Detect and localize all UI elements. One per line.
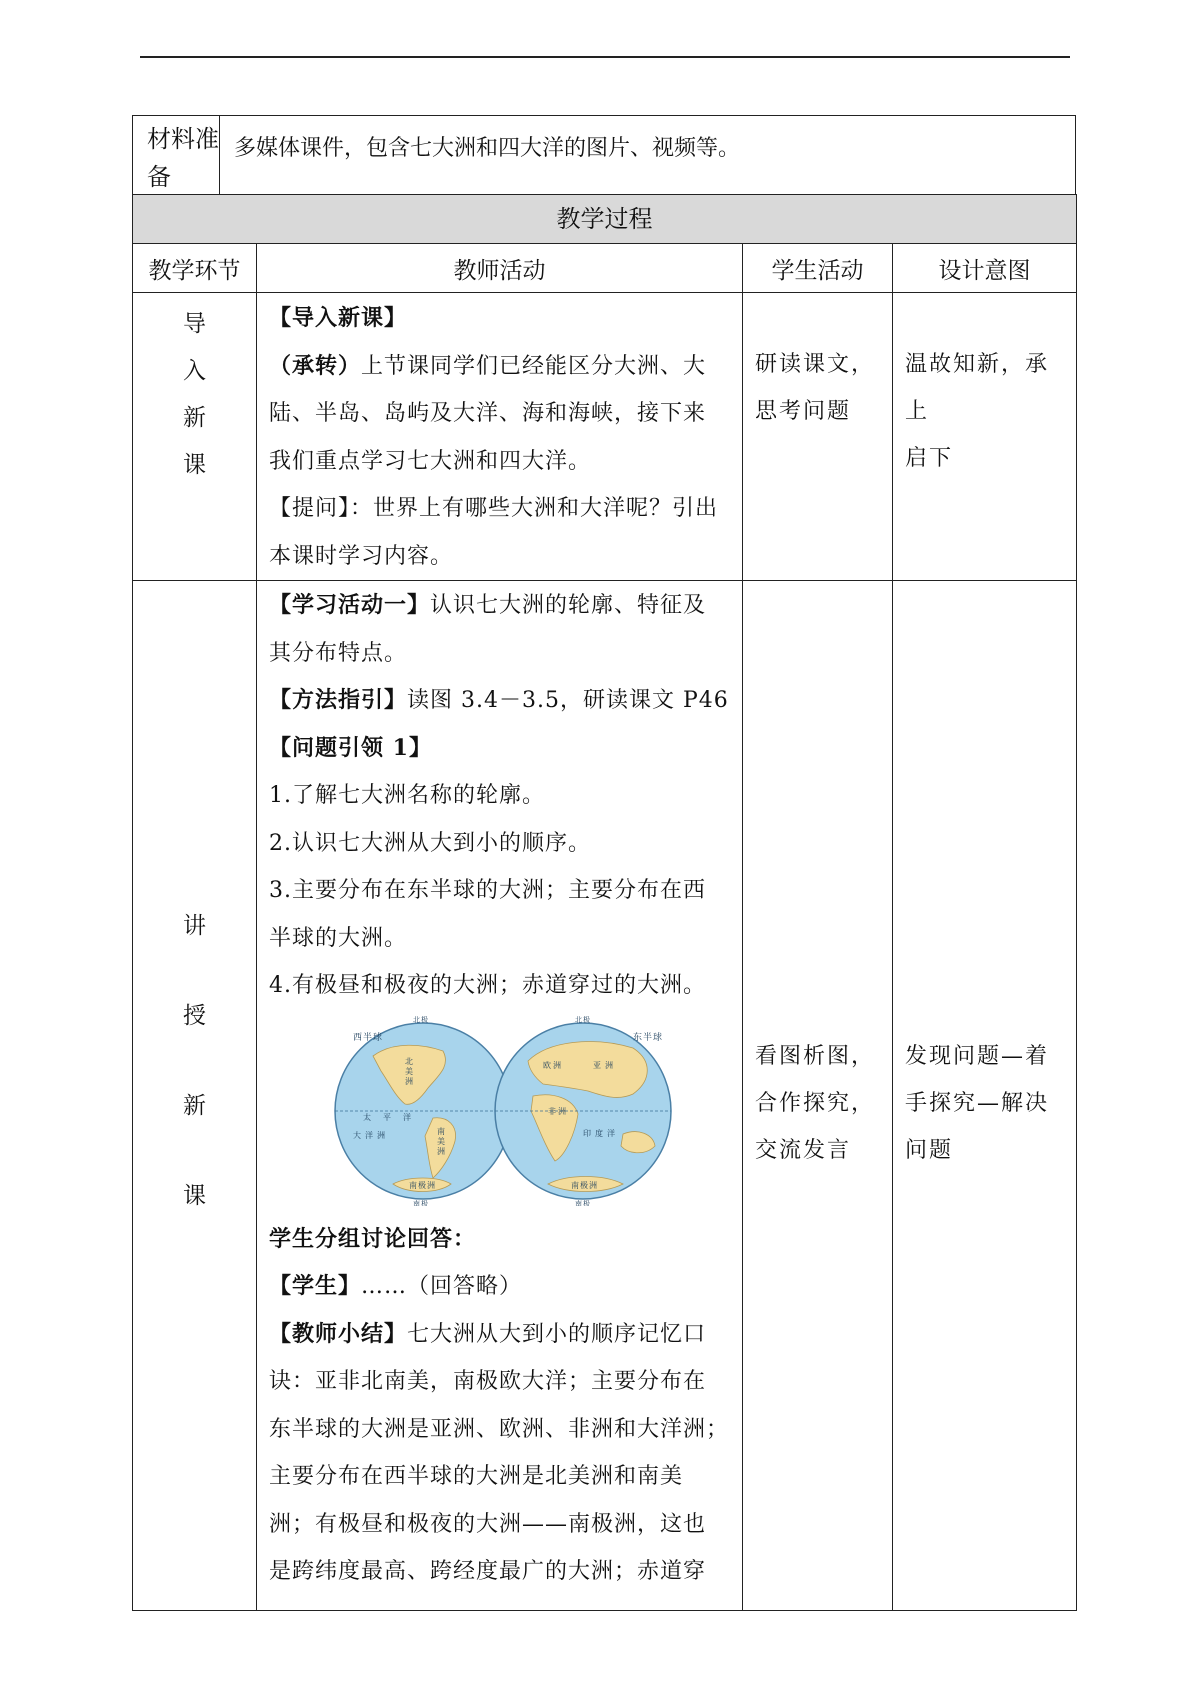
map-label-east: 欧 (543, 1060, 552, 1070)
text-line (269, 630, 732, 678)
map-label-east: 印 (583, 1128, 592, 1138)
map-label-west: 大 (353, 1130, 362, 1140)
lecture-stage-char: 授 (183, 1003, 206, 1029)
lecture-stage-char: 讲 (183, 913, 206, 939)
south-pole-label: 南极 (413, 1199, 429, 1206)
east-hemisphere-label: 东半球 (633, 1032, 664, 1043)
intro-student-activity (743, 293, 893, 581)
text-line (269, 390, 732, 438)
west-hemisphere-label: 西半球 (353, 1032, 384, 1043)
bold-text: 【教师小结】 (269, 1320, 408, 1347)
map-label-east: 洲 (605, 1060, 614, 1070)
student-line: 研读课文， (755, 352, 876, 377)
map-label-west: 美 (437, 1136, 446, 1146)
text-line (269, 725, 732, 773)
line-text: 陆、半岛、岛屿及大洋、海和海峡，接下来 (269, 401, 707, 426)
north-pole-label: 北极 (413, 1015, 429, 1024)
text-line (269, 867, 732, 915)
materials-label: 材料准备 (133, 116, 220, 213)
lecture-student-activity (743, 581, 893, 1611)
bold-text: 【问题引领 1】 (269, 734, 432, 761)
line-text: 3.主要分布在东半球的大洲；主要分布在西 (269, 878, 706, 903)
map-label-east: 洋 (607, 1128, 616, 1138)
intro-teacher-activity (257, 293, 743, 581)
text-line (269, 772, 732, 820)
line-text: ……（回答略） (361, 1274, 523, 1299)
lecture-stage-char: 课 (183, 1183, 206, 1209)
header-rule (140, 56, 1070, 58)
text-line (269, 1406, 732, 1454)
bold-text: （承转） (269, 352, 362, 379)
text-line (269, 915, 732, 963)
line-text: 半球的大洲。 (269, 925, 408, 951)
text-line (269, 582, 732, 630)
map-label-east: 洲 (558, 1106, 567, 1116)
map-label-east: 度 (595, 1128, 604, 1138)
map-label-west: 北 (405, 1056, 414, 1066)
text-line (269, 485, 732, 533)
text-line (269, 1263, 732, 1311)
line-text: 其分布特点。 (269, 640, 408, 666)
header-student: 学生活动 (743, 244, 893, 293)
bold-text: 【学生】 (269, 1273, 362, 1299)
line-text: 认识七大洲的轮廓、特征及 (430, 593, 707, 618)
text-line (269, 1311, 732, 1359)
header-teacher: 教师活动 (257, 244, 743, 293)
text-line (269, 1501, 732, 1549)
bold-text: 【导入新课】 (269, 305, 408, 331)
bold-text: 学生分组讨论回答： (269, 1225, 477, 1252)
line-text: 是跨纬度最高、跨经度最广的大洲；赤道穿 (269, 1559, 707, 1584)
line-text: 我们重点学习七大洲和四大洋。 (269, 448, 592, 474)
intro-stage (133, 293, 257, 581)
line-text: 2.认识七大洲从大到小的顺序。 (269, 830, 591, 856)
intro-stage-char: 导 (183, 311, 206, 337)
intro-stage-char: 课 (183, 452, 206, 478)
text-line (269, 438, 732, 486)
north-pole-label: 北极 (575, 1015, 591, 1024)
line-text: 七大洲从大到小的顺序记忆口 (407, 1321, 707, 1347)
map-label-west: 太 (363, 1112, 372, 1122)
line-text: 洲；有极昼和极夜的大洲——南极洲，这也 (269, 1511, 707, 1537)
map-label-west: 洲 (377, 1130, 386, 1140)
text-line (269, 343, 732, 391)
text-line (269, 1453, 732, 1501)
line-text: 上节课同学们已经能区分大洲、大 (361, 353, 707, 379)
line-text: 1.了解七大洲名称的轮廓。 (269, 783, 545, 808)
map-label-east: 非 (548, 1106, 557, 1116)
line-text: 东半球的大洲是亚洲、欧洲、非洲和大洋洲； (269, 1416, 730, 1442)
text-line (269, 962, 732, 1010)
world-map-figure (269, 1010, 732, 1216)
bold-text: 【学习活动一】 (269, 592, 431, 618)
south-pole-label: 南极 (575, 1199, 591, 1206)
map-label-west: 洋 (403, 1112, 412, 1122)
map-label-west: 南 (437, 1126, 446, 1136)
process-title: 教学过程 (133, 195, 1077, 244)
intent-line: 温故知新，承上 (905, 352, 1050, 424)
map-label-east: 亚 (593, 1060, 602, 1070)
intent-line: 问题 (905, 1138, 954, 1163)
text-line (269, 533, 732, 581)
line-text: 本课时学习内容。 (269, 543, 454, 569)
header-stage: 教学环节 (133, 244, 257, 293)
text-line (269, 820, 732, 868)
line-text: 4.有极昼和极夜的大洲；赤道穿过的大洲。 (269, 973, 706, 998)
map-label-west: 洲 (405, 1076, 414, 1086)
intent-line: 手探究—解决 (905, 1091, 1050, 1116)
world-map-svg (333, 1016, 673, 1206)
student-line: 思考问题 (755, 399, 852, 424)
line-text: 诀：亚非北南美，南极欧大洋；主要分布在 (269, 1369, 707, 1394)
student-line: 合作探究， (755, 1091, 876, 1116)
map-label-west: 美 (405, 1066, 414, 1076)
line-text: 读图 3.4－3.5，研读课文 P46 (407, 688, 729, 713)
map-label-west: 南极洲 (409, 1180, 436, 1190)
lecture-stage (133, 581, 257, 1611)
text-line (269, 1216, 732, 1264)
process-table (132, 194, 1077, 1611)
map-label-west: 洲 (437, 1146, 446, 1156)
student-line: 看图析图， (755, 1044, 876, 1069)
intro-stage-char: 新 (183, 405, 206, 431)
text-line (269, 1548, 732, 1596)
map-label-east: 南极洲 (571, 1180, 598, 1190)
intro-stage-char: 入 (183, 358, 206, 384)
intro-design-intent (893, 293, 1077, 581)
intent-line: 启下 (905, 446, 954, 471)
map-label-west: 洋 (365, 1130, 374, 1140)
lecture-design-intent (893, 581, 1077, 1611)
line-text: 主要分布在西半球的大洲是北美洲和南美 (269, 1464, 684, 1489)
line-text: 【提问】：世界上有哪些大洲和大洋呢？引出 (269, 496, 719, 521)
text-line (269, 1358, 732, 1406)
intent-line: 发现问题—着 (905, 1044, 1050, 1069)
lecture-teacher-activity (257, 581, 743, 1611)
lecture-stage-char: 新 (183, 1093, 206, 1119)
map-label-east: 洲 (553, 1060, 562, 1070)
header-intent: 设计意图 (893, 244, 1077, 293)
student-line: 交流发言 (755, 1138, 852, 1163)
materials-content: 多媒体课件，包含七大洲和四大洋的图片、视频等。 (220, 116, 1076, 213)
map-label-west: 平 (383, 1112, 392, 1122)
text-line (269, 295, 732, 343)
bold-text: 【方法指引】 (269, 687, 408, 713)
text-line (269, 677, 732, 725)
